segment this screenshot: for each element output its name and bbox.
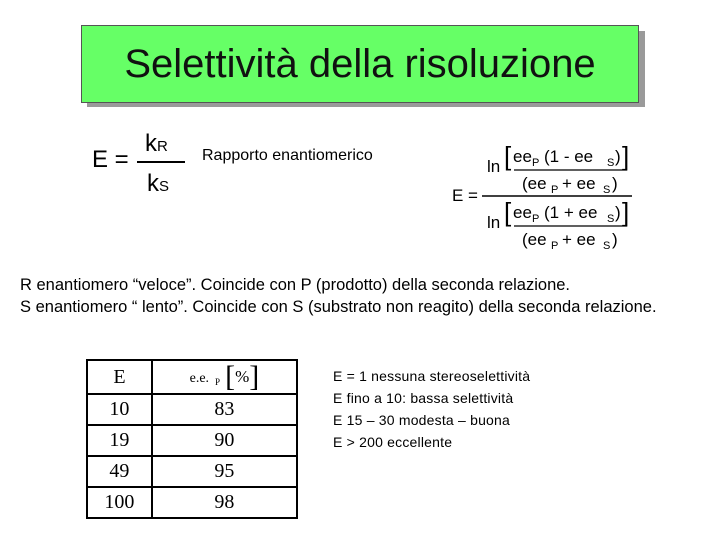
eq2-sub-s-den-bottom: S xyxy=(603,240,611,250)
table-row xyxy=(87,425,297,456)
eq2-ee-top: ee xyxy=(513,147,532,166)
title-box xyxy=(81,25,639,103)
eq2-lhs: E = xyxy=(452,186,478,205)
eq2-ln-top: ln xyxy=(487,157,501,176)
eq2-sub-s-bottom: S xyxy=(607,213,615,225)
selectivity-table xyxy=(86,359,298,519)
eq2-sub-p-bottom: P xyxy=(532,213,540,225)
header-e: E xyxy=(87,360,152,394)
table-row xyxy=(87,487,297,518)
eq1-denominator: kS xyxy=(147,170,170,197)
legend-item: E fino a 10: bassa selettività xyxy=(333,390,514,406)
eq2-open-bracket-top: [ xyxy=(504,141,512,171)
page-title: Selettività della risoluzione xyxy=(124,41,596,86)
ratio-label: Rapporto enantiomerico xyxy=(202,147,373,164)
eq2-plus-term: (1 + ee xyxy=(544,203,598,222)
cell-ee: 90 xyxy=(152,425,297,456)
eq2-close-bracket-bottom: ] xyxy=(622,197,630,227)
eq2-den-close-bottom: ) xyxy=(612,230,618,249)
header-unit: % xyxy=(235,367,250,386)
selectivity-legend xyxy=(333,365,530,453)
eq2-sub-p-den-top: P xyxy=(551,184,559,196)
enantiomeric-ratio-equation xyxy=(452,138,642,250)
cell-ee: 83 xyxy=(152,394,297,425)
legend-item: E = 1 nessuna stereoselettività xyxy=(333,368,531,384)
cell-e: 100 xyxy=(87,487,152,518)
eq2-den-open-bottom: (ee xyxy=(522,230,547,249)
eq2-close-bracket-top: ] xyxy=(622,141,630,171)
eq2-sub-s-top: S xyxy=(607,157,615,169)
cell-e: 10 xyxy=(87,394,152,425)
legend-item: E > 200 eccellente xyxy=(333,434,453,450)
cell-ee: 98 xyxy=(152,487,297,518)
eq2-close-paren-top: ) xyxy=(615,147,621,166)
eq2-open-bracket-bottom: [ xyxy=(504,197,512,227)
eq2-sub-p-top: P xyxy=(532,157,540,169)
legend-item: E 15 – 30 modesta – buona xyxy=(333,412,511,428)
description-line-r: R enantiomero “veloce”. Coincide con P (prodotto) della seconda relazione. xyxy=(20,276,571,294)
eq2-den-open-top: (ee xyxy=(522,174,547,193)
eq2-den-close-top: ) xyxy=(612,174,618,193)
eq2-close-paren-bottom: ) xyxy=(615,203,621,222)
eq2-ee-bottom: ee xyxy=(513,203,532,222)
eq2-plus-top: + ee xyxy=(562,174,596,193)
cell-e: 19 xyxy=(87,425,152,456)
eq1-fraction-bar xyxy=(137,161,185,163)
table-row xyxy=(87,456,297,487)
eq2-sub-s-den-top: S xyxy=(603,184,611,196)
selectivity-equation xyxy=(92,130,202,200)
cell-ee: 95 xyxy=(152,456,297,487)
eq2-sub-p-den-bottom: P xyxy=(551,240,559,250)
cell-e: 49 xyxy=(87,456,152,487)
eq2-plus-bottom: + ee xyxy=(562,230,596,249)
table-row xyxy=(87,394,297,425)
description-line-s: S enantiomero “ lento”. Coincide con S (substrato non reagito) della seconda relazione. xyxy=(20,298,657,316)
eq2-ln-bottom: ln xyxy=(487,213,501,232)
table-header-row xyxy=(87,360,297,394)
header-ee: e.e. $_P$ [%] xyxy=(152,360,297,394)
enantiomer-description xyxy=(20,274,657,318)
eq1-lhs: E = xyxy=(92,146,129,173)
eq2-minus-term: (1 - ee xyxy=(544,147,594,166)
eq1-numerator: kR xyxy=(145,130,168,157)
